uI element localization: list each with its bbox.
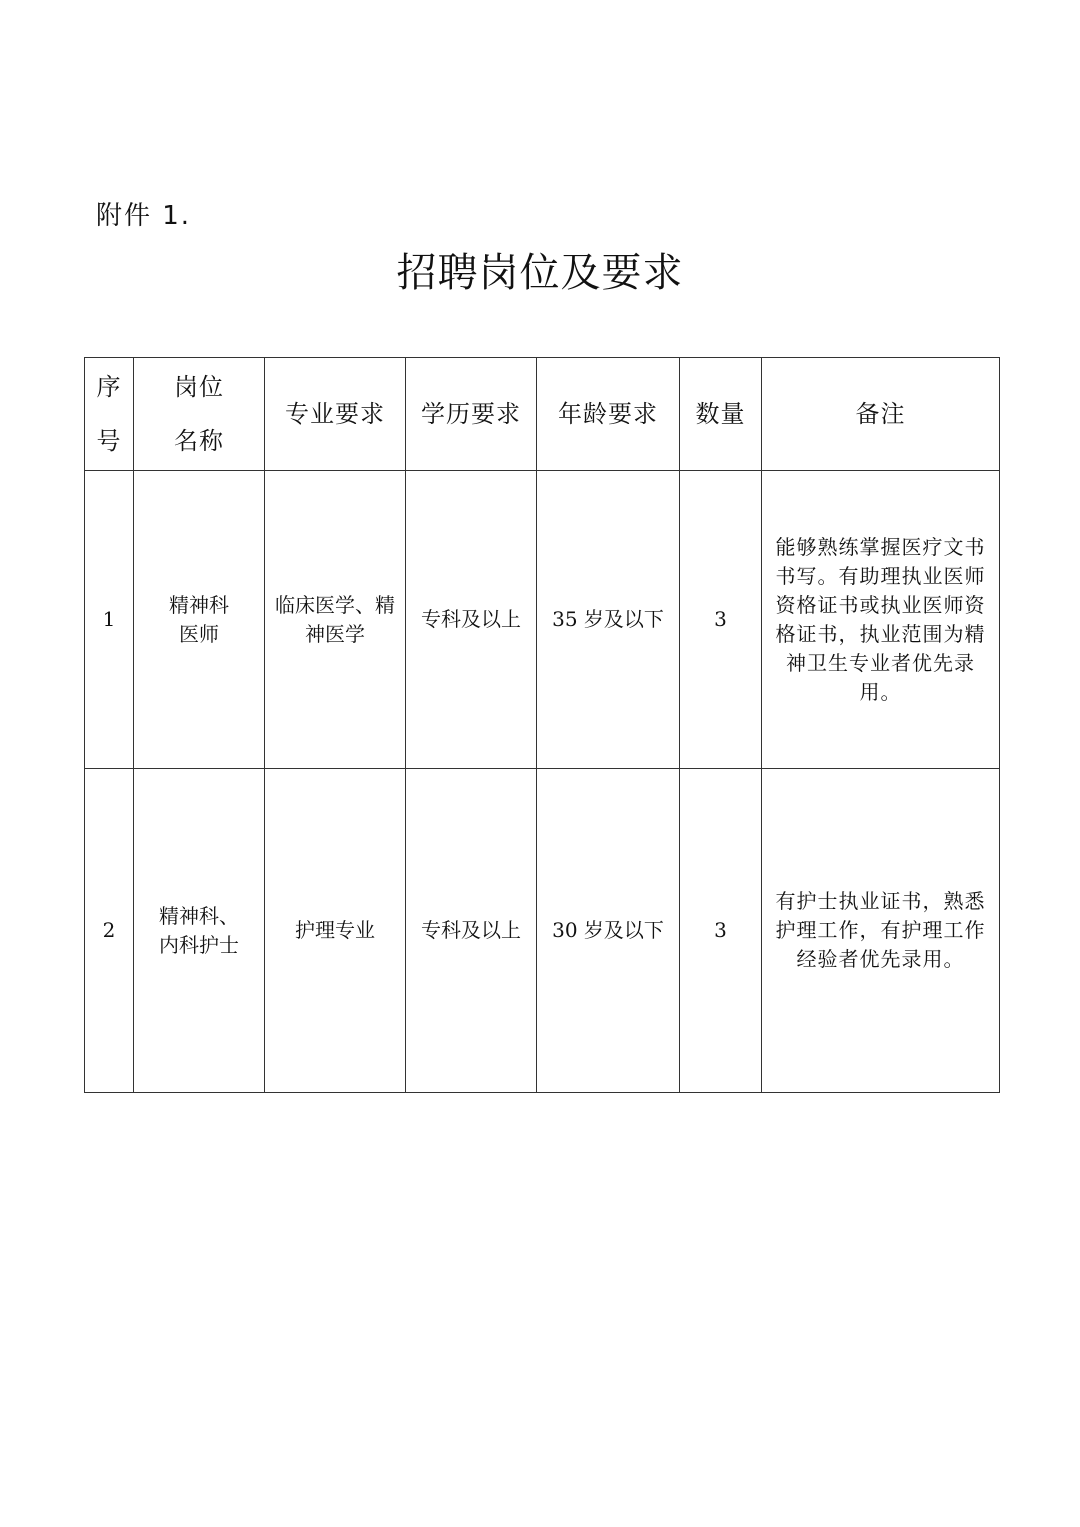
cell-education: 专科及以上 bbox=[406, 769, 537, 1093]
cell-major: 护理专业 bbox=[265, 769, 406, 1093]
cell-position bbox=[134, 769, 265, 1093]
cell-position-line1: 精神科 bbox=[169, 592, 229, 617]
table-row bbox=[85, 769, 1000, 1093]
cell-count: 3 bbox=[680, 471, 762, 769]
cell-count: 3 bbox=[680, 769, 762, 1093]
cell-seq: 1 bbox=[85, 471, 134, 769]
cell-age: 30 岁及以下 bbox=[537, 769, 680, 1093]
header-count: 数量 bbox=[680, 358, 762, 471]
cell-position-line2: 内科护士 bbox=[159, 932, 239, 957]
job-requirements-table bbox=[84, 357, 1000, 1093]
cell-remarks: 有护士执业证书，熟悉护理工作，有护理工作经验者优先录用。 bbox=[762, 769, 1000, 1093]
cell-position bbox=[134, 471, 265, 769]
cell-major-line1: 临床医学、精 bbox=[275, 592, 395, 617]
header-position bbox=[134, 358, 265, 471]
header-position-line2: 名称 bbox=[174, 427, 224, 455]
table-row bbox=[85, 471, 1000, 769]
attachment-label: 附件 1. bbox=[96, 201, 192, 231]
table-header-row bbox=[85, 358, 1000, 471]
header-age: 年龄要求 bbox=[537, 358, 680, 471]
header-seq-line1: 序 bbox=[96, 373, 122, 401]
cell-position-line1: 精神科、 bbox=[159, 903, 239, 928]
page-title: 招聘岗位及要求 bbox=[396, 250, 684, 296]
cell-remarks: 能够熟练掌握医疗文书书写。有助理执业医师资格证书或执业医师资格证书，执业范围为精神卫生专业者优先录用。 bbox=[762, 471, 1000, 769]
cell-major bbox=[265, 471, 406, 769]
cell-position-line2: 医师 bbox=[179, 621, 219, 646]
header-education: 学历要求 bbox=[406, 358, 537, 471]
cell-major-line2: 神医学 bbox=[305, 621, 365, 646]
header-major: 专业要求 bbox=[265, 358, 406, 471]
header-remarks: 备注 bbox=[762, 358, 1000, 471]
header-seq bbox=[85, 358, 134, 471]
cell-seq: 2 bbox=[85, 769, 134, 1093]
cell-age: 35 岁及以下 bbox=[537, 471, 680, 769]
header-seq-line2: 号 bbox=[96, 427, 122, 455]
cell-education: 专科及以上 bbox=[406, 471, 537, 769]
header-position-line1: 岗位 bbox=[174, 373, 224, 401]
